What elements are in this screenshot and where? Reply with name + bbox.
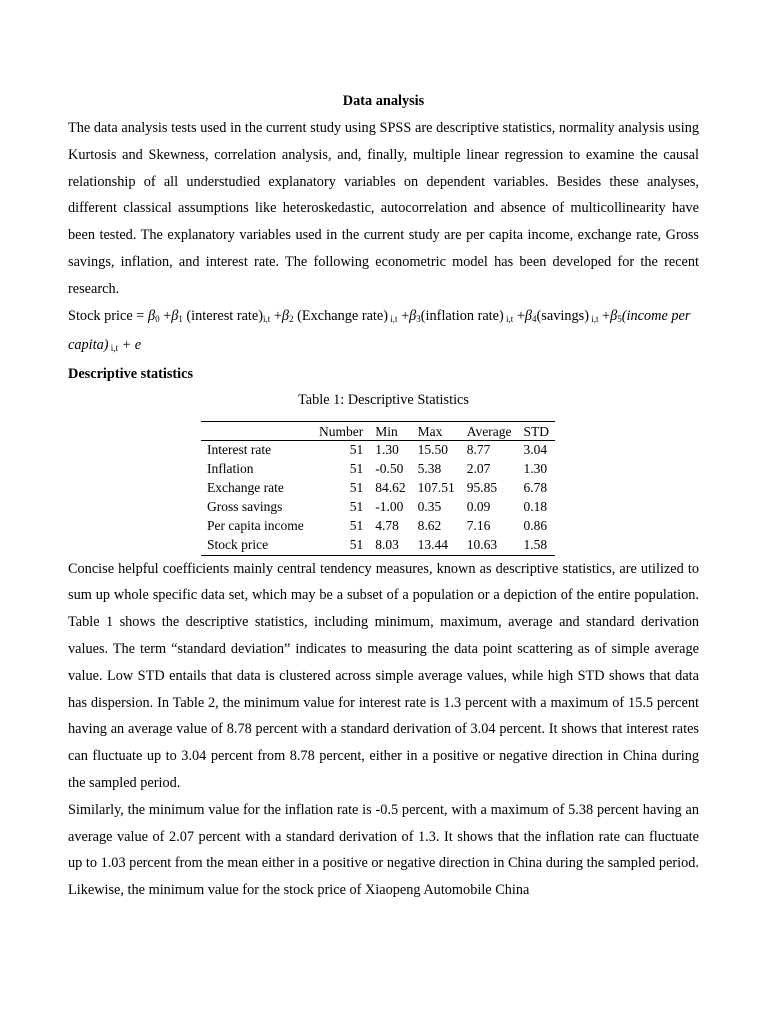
plus-sign: + bbox=[598, 307, 611, 324]
plus-sign: + bbox=[270, 307, 282, 324]
table-cell: 3.04 bbox=[523, 441, 548, 457]
error-term: + e bbox=[118, 336, 142, 353]
table-row bbox=[201, 517, 555, 536]
term-income: (income per capita) bbox=[68, 307, 691, 353]
table-cell: 4.78 bbox=[375, 517, 399, 533]
table-cell: 95.85 bbox=[466, 479, 498, 495]
table-cell: 51 bbox=[349, 536, 364, 552]
beta-2-sub: 2 bbox=[289, 313, 294, 324]
table-cell: 8.77 bbox=[466, 441, 491, 457]
beta-3-sub: 3 bbox=[416, 313, 421, 324]
table-cell: 1.30 bbox=[375, 441, 399, 457]
descriptive-paragraph: Concise helpful coefficients mainly central tendency measures, known as descriptive statistics, are utilized to sum up whole specific data set, which may be a subset of a population or a depiction of the entire population. Table 1 shows the descriptive statistics, including minimum, maximum, average and standard derivation values. The term “standard deviation” indicates to measuring the data point scattering as of simple average value. Low STD entails that data is clustered across simple average values, while high STD shows that data has dispersion. In Table 2, the minimum value for interest rate is 1.3 percent with a maximum of 15.5 percent having an average value of 8.78 percent with a standard derivation of 3.04 percent. It shows that interest rates can fluctuate up to 3.04 percent from 8.78 percent, either in a positive or negative direction in China during the sampled period. bbox=[68, 560, 699, 791]
table-cell: -0.50 bbox=[375, 460, 404, 476]
table-cell: Gross savings bbox=[207, 498, 283, 514]
plus-sign: + bbox=[513, 307, 525, 324]
beta-1-sub: 1 bbox=[178, 313, 183, 324]
table-cell: Per capita income bbox=[207, 517, 304, 533]
descriptive-table bbox=[201, 421, 555, 556]
header-cell: STD bbox=[523, 423, 549, 439]
plus-sign: + bbox=[397, 307, 410, 324]
header-cell: Max bbox=[417, 423, 443, 439]
table-row bbox=[201, 479, 555, 498]
table-cell: 7.16 bbox=[466, 517, 491, 533]
index-sub: i,t bbox=[263, 313, 271, 324]
table-cell: 84.62 bbox=[375, 479, 406, 495]
term-interest: (interest rate) bbox=[182, 307, 264, 324]
table-cell: 8.62 bbox=[417, 517, 442, 533]
table-cell: 1.30 bbox=[523, 460, 548, 476]
table-cell: 13.44 bbox=[417, 536, 448, 552]
beta-0-sub: 0 bbox=[155, 313, 160, 324]
table-cell: 0.86 bbox=[523, 517, 548, 533]
table-cell: 0.18 bbox=[523, 498, 548, 514]
index-sub: i,t bbox=[108, 342, 119, 353]
term-inflation: (inflation rate) bbox=[420, 307, 504, 324]
table-cell: -1.00 bbox=[375, 498, 404, 514]
index-sub: i,t bbox=[503, 313, 514, 324]
formula-lhs: Stock price = bbox=[68, 307, 148, 324]
beta-4-sub: 4 bbox=[532, 313, 537, 324]
table-cell: 8.03 bbox=[375, 536, 399, 552]
table-cell: 10.63 bbox=[466, 536, 498, 552]
beta-0: β bbox=[147, 307, 156, 324]
table-row bbox=[201, 460, 555, 479]
document-page bbox=[68, 88, 699, 904]
beta-1: β bbox=[171, 307, 179, 324]
plus-sign: + bbox=[159, 307, 172, 324]
term-exchange: (Exchange rate) bbox=[293, 307, 389, 324]
header-cell: Number bbox=[319, 423, 364, 439]
inflation-paragraph: Similarly, the minimum value for the inflation rate is -0.5 percent, with a maximum of 5.38 percent having an average value of 2.07 percent with a standard derivation of 1.3. It shows that the inflation rate can fluctuate up to 1.03 percent from the mean either in a positive or negative direction in China during the sampled period. Likewise, the minimum value for the stock price of Xiaopeng Automobile China bbox=[68, 801, 699, 899]
table-row bbox=[201, 498, 555, 517]
beta-4: β bbox=[524, 307, 533, 324]
index-sub: i,t bbox=[588, 313, 599, 324]
table-row bbox=[201, 440, 555, 460]
beta-5: β bbox=[610, 307, 618, 324]
table-cell: 1.58 bbox=[523, 536, 548, 552]
table-cell: 51 bbox=[349, 517, 364, 533]
table-cell: 0.35 bbox=[417, 498, 442, 514]
table-cell: Inflation bbox=[207, 460, 254, 476]
table-cell: 51 bbox=[349, 441, 364, 457]
table-cell: Interest rate bbox=[207, 441, 272, 457]
table-cell: 51 bbox=[349, 479, 364, 495]
table-cell: Exchange rate bbox=[207, 479, 284, 495]
term-savings: (savings) bbox=[536, 307, 589, 324]
regression-formula bbox=[68, 303, 699, 361]
header-cell: Average bbox=[466, 423, 512, 439]
table-cell: 51 bbox=[349, 498, 364, 514]
table-cell: 6.78 bbox=[523, 479, 548, 495]
table-row bbox=[201, 536, 555, 556]
table-caption: Table 1: Descriptive Statistics bbox=[298, 391, 469, 408]
section-heading: Descriptive statistics bbox=[68, 365, 194, 382]
beta-3: β bbox=[409, 307, 417, 324]
beta-2: β bbox=[281, 307, 290, 324]
index-sub: i,t bbox=[388, 313, 398, 324]
table-cell: Stock price bbox=[207, 536, 269, 552]
table-cell: 51 bbox=[349, 460, 364, 476]
table-header-row bbox=[201, 421, 555, 440]
table-cell: 15.50 bbox=[417, 441, 448, 457]
header-cell: Min bbox=[375, 423, 398, 439]
table-cell: 107.51 bbox=[417, 479, 455, 495]
intro-paragraph: The data analysis tests used in the current study using SPSS are descriptive statistics, normality analysis using Kurtosis and Skewness, correlation analysis, and, finally, multiple linear regression to examine the causal relationship of all understudied explanatory variables on dependent variables. Besides these analyses, different classical assumptions like heteroskedastic, autocorrelation and absence of multicollinearity have been tested. The explanatory variables used in the current study are per capita income, exchange rate, Gross savings, inflation, and interest rate. The following econometric model has been developed for the recent research. bbox=[68, 120, 699, 297]
header-cell bbox=[201, 421, 313, 440]
page-title: Data analysis bbox=[342, 93, 425, 109]
beta-5-sub: 5 bbox=[617, 313, 622, 324]
table-cell: 2.07 bbox=[466, 460, 491, 476]
table-cell: 0.09 bbox=[466, 498, 491, 514]
table-cell: 5.38 bbox=[417, 460, 442, 476]
